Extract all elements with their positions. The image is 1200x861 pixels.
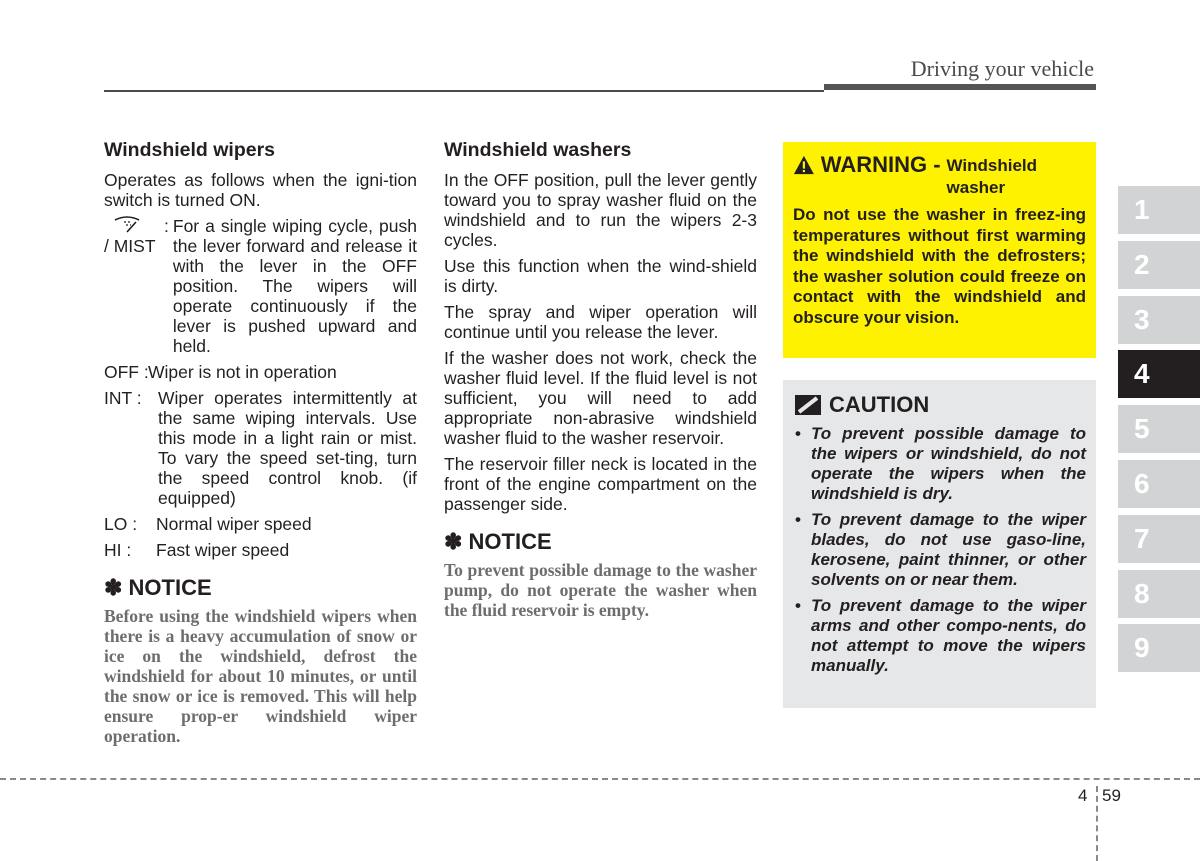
- caution-item-text: To prevent possible damage to the wipers or windshield, do not operate the wipers when the windshield is dry.: [811, 424, 1086, 503]
- header-rule: [104, 90, 824, 92]
- caution-label: CAUTION: [829, 392, 930, 417]
- int-desc: Wiper operates intermittently at the same wiping intervals. Use this mode in a light rain or mist. To vary the speed set-ting, turn the speed control knob. (if equipped): [158, 388, 417, 508]
- chapter-tabs: [1118, 186, 1200, 679]
- wiper-modes-list: [104, 216, 417, 560]
- chapter-tab-3[interactable]: 3: [1118, 296, 1200, 344]
- washers-paragraph: The reservoir filler neck is located in the front of the engine compartment on the passenger side.: [444, 454, 757, 514]
- caution-box: [783, 380, 1096, 708]
- washers-paragraph: The spray and wiper operation will continue until you release the lever.: [444, 302, 757, 342]
- caution-item: [795, 424, 1086, 504]
- chapter-tab-9[interactable]: 9: [1118, 624, 1200, 672]
- chapter-tab-5[interactable]: 5: [1118, 405, 1200, 453]
- hi-desc: Fast wiper speed: [156, 540, 290, 560]
- mist-term: :: [164, 216, 169, 236]
- caution-item-text: To prevent damage to the wiper arms and other compo-nents, do not attempt to move the wipers manually.: [811, 596, 1086, 675]
- washers-paragraph: Use this function when the wind-shield is dirty.: [444, 256, 757, 296]
- footer-chapter-number: 4: [1078, 786, 1088, 805]
- footer-divider: [0, 778, 1200, 780]
- wiper-mist-icon: [112, 216, 142, 236]
- lo-desc: Normal wiper speed: [156, 514, 312, 534]
- int-term: INT :: [104, 388, 142, 408]
- int-mode-row: [104, 388, 417, 508]
- washers-heading: Windshield washers: [444, 139, 632, 161]
- mist-label: / MIST: [104, 236, 156, 256]
- washers-paragraph: If the washer does not work, check the washer fluid level. If the fluid level is not sufficient, you will need to add appropriate non-abrasive windshield washer fluid to the washer reservoir.: [444, 348, 757, 448]
- warning-header: [793, 152, 1086, 199]
- caution-header: [795, 392, 1086, 418]
- washers-paragraph: In the OFF position, pull the lever gently toward you to spray washer fluid on the windshield and to run the wipers 2-3 cycles.: [444, 170, 757, 250]
- off-mode-row: [104, 362, 417, 382]
- wipers-intro: Operates as follows when the igni-tion switch is turned ON.: [104, 170, 417, 210]
- mist-desc: For a single wiping cycle, push the lever forward and release it with the lever in the OFF position. The wipers will operate continuously if the lever is pushed upward and held.: [172, 216, 417, 356]
- chapter-tab-2[interactable]: 2: [1118, 241, 1200, 289]
- lo-mode-row: [104, 514, 417, 534]
- washers-notice-text: To prevent possible damage to the washer pump, do not operate the washer when the fluid reservoir is empty.: [444, 560, 757, 620]
- warning-label: WARNING -: [820, 152, 941, 177]
- chapter-tab-4[interactable]: 4: [1118, 350, 1200, 398]
- warning-text: Do not use the washer in freez-ing temperatures without first warming the windshield with the defrosters; the washer solution could freeze on contact with the windshield and obscure your vision.: [793, 205, 1086, 327]
- bullet-icon: •: [795, 424, 801, 443]
- hi-term: HI :: [104, 540, 132, 560]
- wipers-column: [104, 138, 417, 746]
- header-rule-accent: [824, 84, 1096, 90]
- wipers-notice-heading: ✽ NOTICE: [104, 575, 212, 600]
- hi-mode-row: [104, 540, 417, 560]
- warning-triangle-icon: [793, 154, 815, 176]
- chapter-tab-8[interactable]: 8: [1118, 570, 1200, 618]
- chapter-tab-7[interactable]: 7: [1118, 515, 1200, 563]
- section-title: Driving your vehicle: [910, 56, 1094, 81]
- washers-notice-heading: ✽ NOTICE: [444, 529, 552, 554]
- lo-term: LO :: [104, 514, 138, 534]
- bullet-icon: •: [795, 596, 801, 615]
- off-term: OFF :: [104, 362, 149, 382]
- caution-item-text: To prevent damage to the wiper blades, do not use gaso-line, kerosene, paint thinner, or other solvents on or near them.: [811, 510, 1086, 589]
- caution-item: [795, 510, 1086, 590]
- washers-column: [444, 138, 757, 620]
- chapter-tab-6[interactable]: 6: [1118, 460, 1200, 508]
- warning-subtitle: Windshield washer: [946, 156, 1038, 197]
- bullet-icon: •: [795, 510, 801, 529]
- caution-item: [795, 596, 1086, 676]
- footer-page-number: 59: [1102, 786, 1121, 805]
- chapter-tab-1[interactable]: 1: [1118, 186, 1200, 234]
- footer-page-divider: [1096, 786, 1098, 861]
- mist-mode-row: [104, 216, 417, 356]
- wipers-heading: Windshield wipers: [104, 139, 276, 161]
- warning-box: [783, 142, 1096, 358]
- wipers-notice-text: Before using the windshield wipers when there is a heavy accumulation of snow or ice on the windshield, defrost the windshield for about 10 minutes, or until the snow or ice is removed. This will help ensure prop-er windshield wiper operation.: [104, 606, 417, 746]
- caution-list: [795, 424, 1086, 676]
- caution-slash-icon: [795, 395, 821, 415]
- off-desc: Wiper is not in operation: [148, 362, 337, 382]
